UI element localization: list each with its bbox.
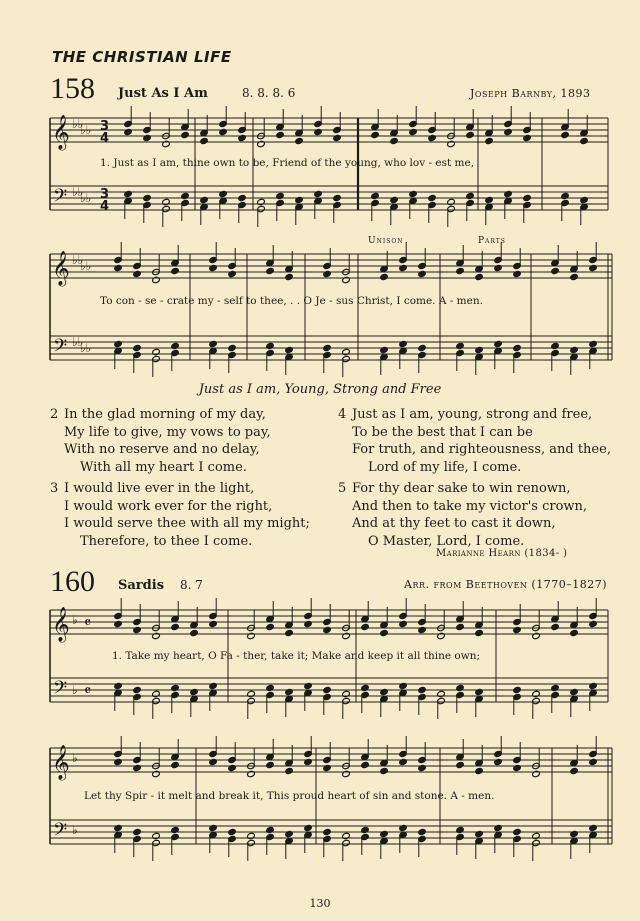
note-head [342, 690, 351, 697]
note-head [238, 194, 247, 201]
verse-line: Therefore, to thee I come. [80, 533, 253, 549]
svg-text:♭: ♭ [72, 823, 78, 837]
note-head [247, 632, 256, 639]
note-head [456, 684, 465, 691]
note-head [466, 131, 475, 138]
bass-clef-icon: 𝄢 [53, 336, 68, 361]
note-head [418, 828, 427, 835]
note-head [513, 764, 522, 771]
note-head [209, 264, 218, 271]
hymn-160-lyric-line-2: Let thy Spir - it melt and break it, This proud heart of sin and stone. A - men. [84, 790, 495, 802]
note-head [523, 194, 532, 201]
note-head [114, 340, 123, 347]
note-head [570, 346, 579, 353]
verse-line: I would live ever in the light, [64, 481, 255, 496]
section-title: THE CHRISTIAN LIFE [52, 48, 232, 66]
note-head [551, 267, 560, 274]
note-head [209, 758, 218, 765]
note-head [570, 629, 579, 636]
note-head [219, 190, 228, 197]
note-head [257, 140, 266, 147]
note-head [209, 682, 218, 689]
hymn-158-tune: Just As I Am [118, 86, 208, 101]
note-head [190, 688, 199, 695]
note-head [551, 684, 560, 691]
svg-text:4: 4 [100, 131, 110, 146]
note-head [589, 620, 598, 627]
note-head [361, 684, 370, 691]
note-head [570, 273, 579, 280]
svg-text:♭♭: ♭♭ [80, 191, 92, 205]
note-head [475, 346, 484, 353]
note-head [266, 342, 275, 349]
verse-line: And at thy feet to cast it down, [352, 516, 556, 531]
note-head [494, 758, 503, 765]
verse-line: I would work ever for the right, [64, 498, 273, 514]
svg-text:♭: ♭ [72, 751, 78, 765]
note-head [285, 629, 294, 636]
note-head [133, 764, 142, 771]
note-head [342, 770, 351, 777]
note-head [456, 826, 465, 833]
note-head [152, 690, 161, 697]
verse-3 [50, 480, 340, 550]
note-head [399, 264, 408, 271]
note-head [523, 134, 532, 141]
note-head [504, 190, 513, 197]
note-head [114, 682, 123, 689]
note-head [304, 824, 313, 831]
verse-line: O Master, Lord, I come. [368, 533, 525, 549]
note-head [399, 758, 408, 765]
note-head [494, 264, 503, 271]
note-head [152, 348, 161, 355]
note-head [475, 830, 484, 837]
note-head [418, 626, 427, 633]
note-head [390, 137, 399, 144]
bass-clef-icon: 𝄢 [53, 678, 68, 703]
note-head [570, 688, 579, 695]
svg-text:♭♭: ♭♭ [80, 123, 92, 137]
note-head [247, 832, 256, 839]
note-head [380, 830, 389, 837]
note-head [171, 761, 180, 768]
note-head [209, 620, 218, 627]
note-head [152, 770, 161, 777]
verse-4 [338, 406, 628, 476]
verse-number: 2 [50, 407, 59, 422]
note-head [361, 761, 370, 768]
note-head [314, 128, 323, 135]
verse-5 [338, 480, 628, 550]
note-head [589, 264, 598, 271]
note-head [152, 632, 161, 639]
verse-line: My life to give, my vows to pay, [64, 424, 271, 440]
note-head [475, 688, 484, 695]
note-head [162, 198, 171, 205]
note-head [447, 140, 456, 147]
note-head [589, 340, 598, 347]
note-head [380, 346, 389, 353]
verse-line: With no reserve and no delay, [64, 442, 260, 457]
note-head [133, 270, 142, 277]
note-head [475, 629, 484, 636]
hymn-158-subtitle: Just as I am, Young, Strong and Free [198, 382, 442, 397]
note-head [200, 137, 209, 144]
note-head [428, 134, 437, 141]
note-head [247, 690, 256, 697]
note-head [551, 342, 560, 349]
note-head [133, 626, 142, 633]
hymn-158-composer: Joseph Barnby, 1893 [470, 87, 591, 100]
note-head [437, 690, 446, 697]
note-head [228, 764, 237, 771]
note-head [504, 128, 513, 135]
bass-clef-icon: 𝄢 [53, 186, 68, 211]
note-head [143, 194, 152, 201]
treble-clef-icon: 𝄞 [52, 745, 70, 780]
note-head [513, 626, 522, 633]
verse-line: With all my heart I come. [80, 459, 247, 475]
verse-number: 4 [338, 407, 347, 422]
note-head [342, 632, 351, 639]
svg-text:♭♭: ♭♭ [80, 259, 92, 273]
note-head [171, 826, 180, 833]
note-head [399, 682, 408, 689]
note-head [485, 196, 494, 203]
note-head [304, 620, 313, 627]
note-head [247, 770, 256, 777]
note-head [333, 194, 342, 201]
note-head [285, 830, 294, 837]
note-head [589, 682, 598, 689]
hymn-158-meter: 8. 8. 8. 6 [242, 86, 296, 100]
note-head [285, 767, 294, 774]
note-head [428, 194, 437, 201]
note-head [238, 134, 247, 141]
svg-text:♭: ♭ [72, 613, 78, 627]
note-head [181, 131, 190, 138]
note-head [114, 758, 123, 765]
note-head [399, 824, 408, 831]
svg-text:3: 3 [100, 119, 110, 134]
svg-text:♭♭: ♭♭ [72, 185, 84, 199]
svg-text:♭♭: ♭♭ [72, 117, 84, 131]
hymn-160-lyric-line-1: 1. Take my heart, O Fa - ther, take it; Make and keep it all thine own; [112, 650, 481, 662]
note-head [513, 270, 522, 277]
note-head [266, 684, 275, 691]
verse-line: To be the best that I can be [352, 424, 533, 440]
note-head [494, 340, 503, 347]
note-head [561, 192, 570, 199]
note-head [399, 620, 408, 627]
bass-clef-icon: 𝄢 [53, 820, 68, 845]
note-head [371, 192, 380, 199]
note-head [513, 344, 522, 351]
note-head [124, 128, 133, 135]
note-head [513, 686, 522, 693]
note-head [342, 832, 351, 839]
note-head [475, 767, 484, 774]
note-head [371, 131, 380, 138]
verse-line: Just as I am, young, strong and free, [352, 407, 593, 422]
note-head [200, 196, 209, 203]
note-head [570, 767, 579, 774]
note-head [532, 832, 541, 839]
hymn-158-lyric-line-2: To con - se - crate my - self to thee, . . O Je - sus Christ, I come. A - men. [100, 295, 483, 307]
note-head [266, 267, 275, 274]
hymn-160-meter: 8. 7 [180, 578, 203, 592]
verse-2 [50, 406, 330, 476]
note-head [285, 688, 294, 695]
verse-line: In the glad morning of my day, [64, 407, 266, 422]
note-head [171, 267, 180, 274]
note-head [323, 828, 332, 835]
svg-text:♭♭: ♭♭ [80, 341, 92, 355]
hymn-158-lyric-line-1: 1. Just as I am, thine own to be, Friend of the young, who lov - est me, [100, 157, 475, 169]
note-head [190, 629, 199, 636]
note-head [152, 832, 161, 839]
svg-text:4: 4 [100, 199, 110, 214]
svg-text:♭♭: ♭♭ [72, 253, 84, 267]
note-head [323, 344, 332, 351]
svg-text:𝄴: 𝄴 [84, 681, 92, 700]
note-head [152, 276, 161, 283]
note-head [494, 824, 503, 831]
note-head [456, 761, 465, 768]
note-head [456, 267, 465, 274]
verse-line: I would serve thee with all my might; [64, 516, 310, 531]
note-head [133, 828, 142, 835]
hymn-158-author: Marianne Hearn (1834- ) [436, 548, 568, 559]
note-head [551, 623, 560, 630]
note-head [133, 686, 142, 693]
note-head [228, 344, 237, 351]
hymn-160-composer: Arr. from Beethoven (1770–1827) [404, 578, 607, 591]
note-head [418, 270, 427, 277]
note-head [295, 137, 304, 144]
note-head [456, 623, 465, 630]
note-head [228, 828, 237, 835]
hymn-158-number: 158 [50, 72, 95, 105]
note-head [456, 342, 465, 349]
note-head [143, 134, 152, 141]
note-head [466, 192, 475, 199]
note-head [390, 196, 399, 203]
treble-clef-icon: 𝄞 [52, 251, 70, 286]
note-head [532, 770, 541, 777]
page-number: 130 [309, 897, 331, 910]
note-head [171, 342, 180, 349]
note-head [266, 826, 275, 833]
svg-text:♭♭: ♭♭ [72, 335, 84, 349]
note-head [323, 686, 332, 693]
note-head [380, 273, 389, 280]
verse-number: 3 [50, 481, 59, 496]
note-head [513, 828, 522, 835]
hymn-160-number: 160 [50, 565, 95, 598]
note-head [532, 690, 541, 697]
verse-line: For thy dear sake to win renown, [352, 481, 571, 496]
note-head [561, 131, 570, 138]
note-head [209, 824, 218, 831]
verse-line: And then to take my victor's crown, [352, 498, 588, 514]
note-head [266, 761, 275, 768]
treble-clef-icon: 𝄞 [52, 115, 70, 150]
note-head [133, 344, 142, 351]
hymn-160-tune: Sardis [118, 578, 165, 593]
note-head [580, 137, 589, 144]
note-head [114, 620, 123, 627]
note-head [333, 134, 342, 141]
verse-number: 5 [338, 481, 347, 496]
note-head [380, 767, 389, 774]
note-head [323, 764, 332, 771]
note-head [257, 198, 266, 205]
note-head [266, 623, 275, 630]
svg-text:♭: ♭ [72, 683, 78, 697]
unison-label: Unison [368, 236, 404, 246]
verse-line: Lord of my life, I come. [368, 459, 522, 475]
note-head [399, 340, 408, 347]
note-head [380, 688, 389, 695]
note-head [570, 830, 579, 837]
note-head [124, 190, 133, 197]
note-head [285, 346, 294, 353]
note-head [171, 684, 180, 691]
note-head [361, 826, 370, 833]
note-head [447, 198, 456, 205]
note-head [485, 137, 494, 144]
note-head [589, 824, 598, 831]
note-head [314, 190, 323, 197]
note-head [162, 140, 171, 147]
note-head [380, 629, 389, 636]
note-head [323, 270, 332, 277]
parts-label: Parts [478, 236, 506, 246]
note-head [437, 632, 446, 639]
note-head [304, 758, 313, 765]
note-head [580, 196, 589, 203]
note-head [409, 190, 418, 197]
note-head [342, 348, 351, 355]
note-head [323, 626, 332, 633]
note-head [276, 131, 285, 138]
note-head [295, 196, 304, 203]
note-head [342, 276, 351, 283]
note-head [209, 340, 218, 347]
note-head [219, 128, 228, 135]
note-head [114, 824, 123, 831]
note-head [276, 192, 285, 199]
note-head [304, 682, 313, 689]
note-head [418, 686, 427, 693]
note-head [181, 192, 190, 199]
note-head [285, 273, 294, 280]
note-head [418, 344, 427, 351]
note-head [228, 270, 237, 277]
note-head [361, 623, 370, 630]
note-head [409, 128, 418, 135]
note-head [589, 758, 598, 765]
svg-text:3: 3 [100, 187, 110, 202]
note-head [475, 273, 484, 280]
verse-line: For truth, and righteousness, and thee, [352, 442, 611, 457]
note-head [532, 632, 541, 639]
note-head [171, 623, 180, 630]
svg-text:𝄴: 𝄴 [84, 613, 92, 632]
note-head [114, 264, 123, 271]
treble-clef-icon: 𝄞 [52, 607, 70, 642]
note-head [418, 764, 427, 771]
